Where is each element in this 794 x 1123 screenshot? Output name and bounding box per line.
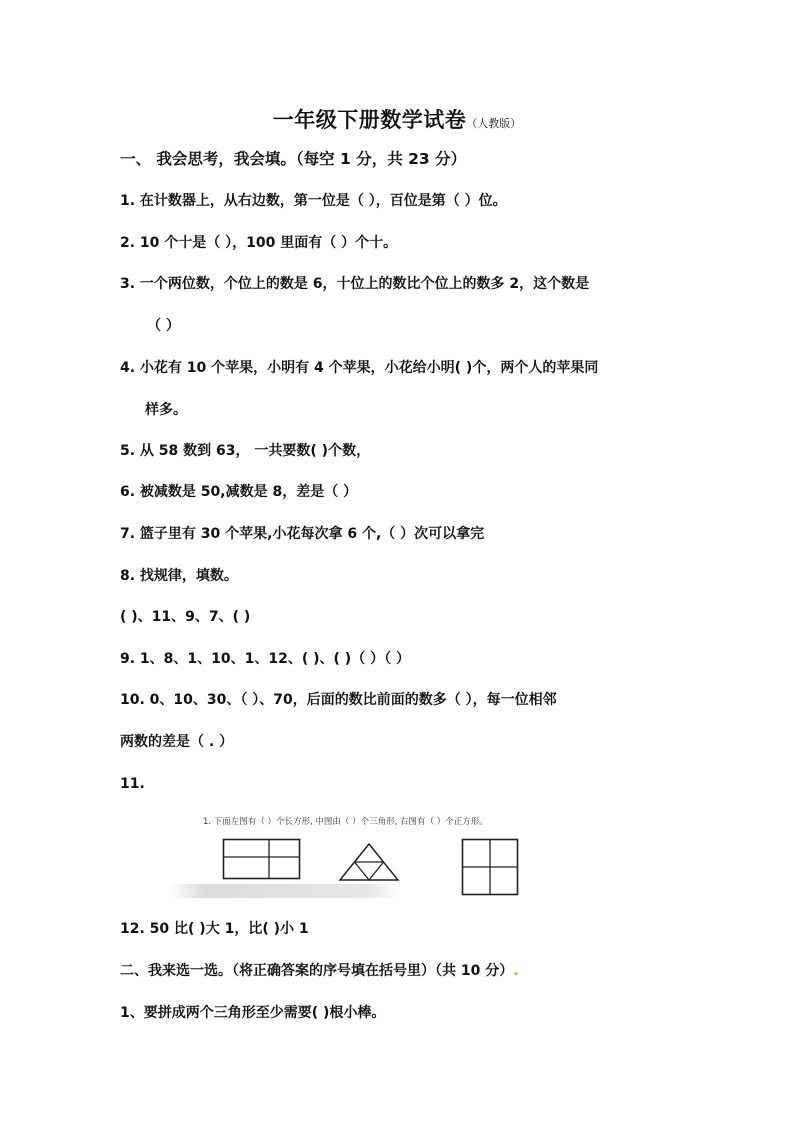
question-8: 8. 找规律，填数。 (120, 568, 238, 584)
question-3: 3. 一个两位数，个位上的数是 6，十位上的数比个位上的数多 2，这个数是 (120, 276, 590, 292)
question-4-cont: 样多。 (145, 402, 187, 418)
section-2-label: 二、我来选一选。（将正确答案的序号填在括号里）（共 10 分） (120, 963, 514, 979)
question-1: 1. 在计数器上，从右边数，第一位是（ ），百位是第（ ）位。 (120, 193, 507, 209)
question-4: 4. 小花有 10 个苹果，小明有 4 个苹果，小花给小明( )个，两个人的苹果同 (120, 360, 599, 376)
title-main: 一年级下册数学试卷 (272, 107, 467, 132)
section-2-question-1: 1、要拼成两个三角形至少需要( )根小棒。 (120, 1005, 386, 1021)
figure-caption: 1. 下面左图有（ ）个长方形, 中图由（ ）个三角形, 右图有（ ）个正方形。 (203, 817, 488, 827)
section-heading-1: 一、 我会思考，我会填。（每空 1 分，共 23 分） (120, 150, 467, 168)
question-3-blank: （ ） (147, 318, 180, 334)
question-10: 10. 0、10、30、（ ）、70，后面的数比前面的数多（ ），每一位相邻 (120, 692, 557, 708)
scan-smudge (170, 884, 400, 898)
question-6: 6. 被减数是 50,减数是 8，差是（ ） (120, 484, 358, 500)
question-12: 12. 50 比( )大 1，比( )小 1 (120, 921, 309, 937)
question-10-cont: 两数的差是（ . ） (120, 734, 234, 750)
rectangle-figure (222, 838, 302, 880)
question-5: 5. 从 58 数到 63， 一共要数( )个数， (120, 443, 371, 459)
section-2-dot: . (513, 963, 519, 979)
question-7: 7. 篮子里有 30 个苹果,小花每次拿 6 个,（ ）次可以拿完 (120, 526, 485, 542)
section-heading-2 (120, 962, 519, 980)
triangle-figure (338, 842, 400, 882)
page-title (0, 104, 794, 134)
question-8-sequence: ( )、11、9、7、( ) (120, 609, 251, 625)
square-figure (461, 838, 519, 896)
question-11: 11. (120, 776, 145, 792)
title-edition: （人教版） (466, 117, 522, 130)
question-9: 9. 1、8、1、10、1、12、( )、( )（ ）（ ） (120, 651, 410, 667)
question-2: 2. 10 个十是（ ），100 里面有（ ）个十。 (120, 235, 398, 251)
